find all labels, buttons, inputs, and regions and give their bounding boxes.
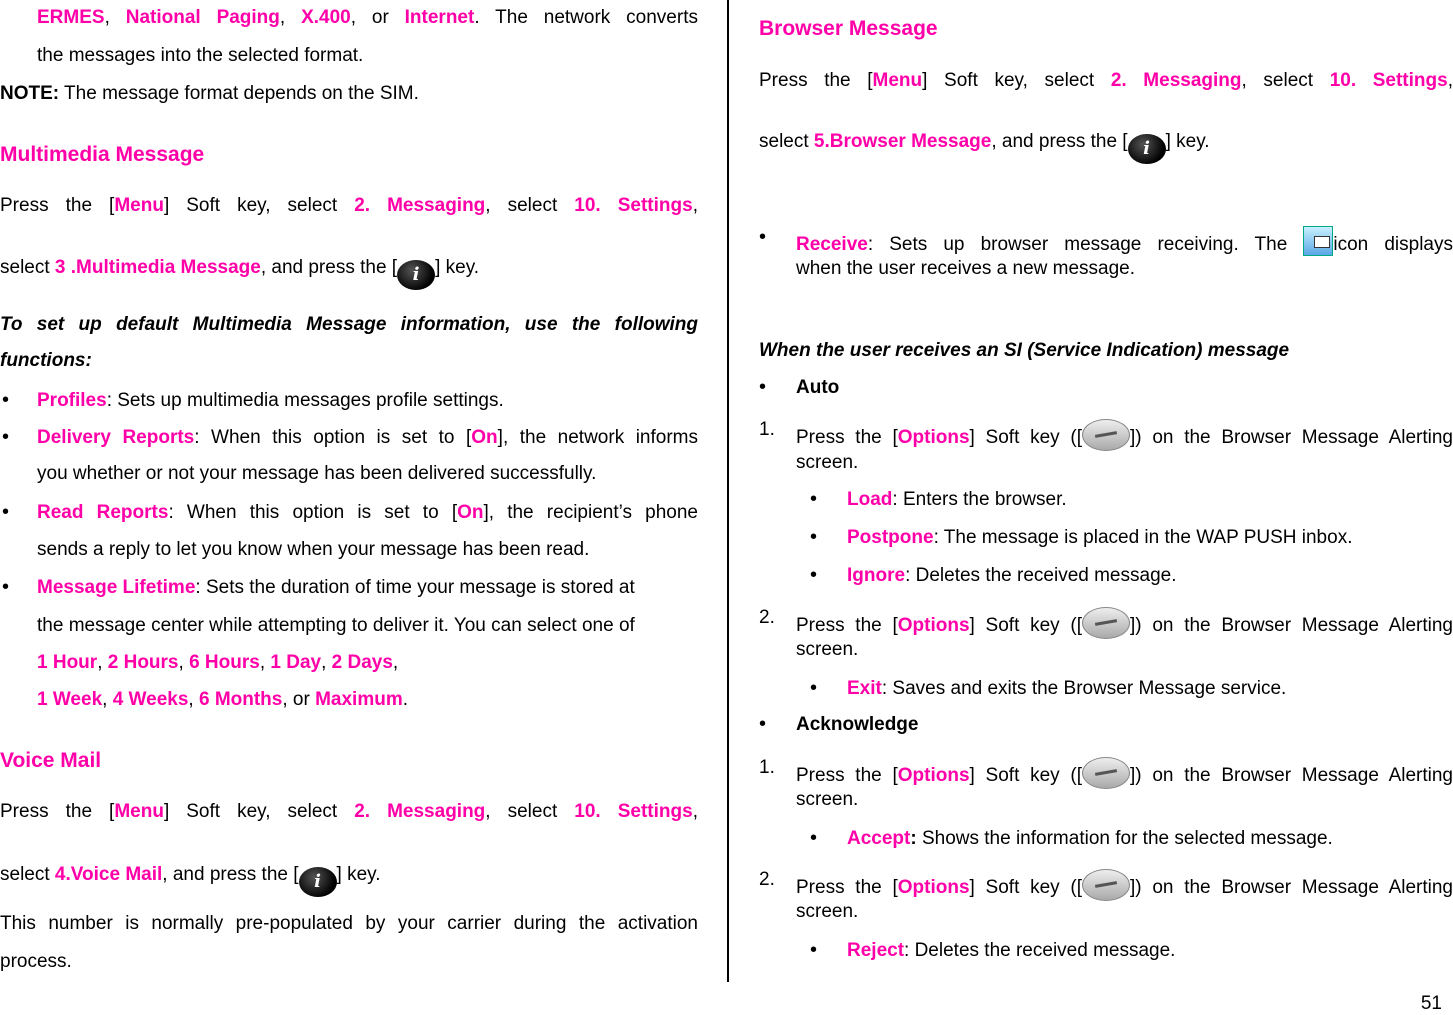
vm-text-1: This number is normally pre-populated by your carrier during the activation — [0, 913, 698, 934]
bm-select-line: select 5.Browser Message, and press the [ i ] key. — [759, 131, 1453, 164]
info-key-icon: i — [397, 260, 435, 290]
lifetime-item: Message Lifetime: Sets the duration of time your message is stored at — [37, 577, 635, 598]
bullet-icon: • — [810, 827, 818, 849]
multimedia-heading: Multimedia Message — [0, 143, 205, 166]
delivery-item: Delivery Reports: When this option is set to [On], the network informs — [37, 427, 698, 448]
step-screen: screen. — [796, 789, 859, 810]
step-line: Press the [Options] Soft key ([ ]) on the Browser Message Alerting — [796, 757, 1453, 789]
info-key-icon: i — [299, 867, 337, 897]
info-key-icon: i — [1128, 134, 1166, 164]
step-number: 1. — [759, 419, 775, 440]
step-number: 2. — [759, 607, 775, 628]
options-softkey-icon — [1082, 757, 1130, 789]
bullet-icon: • — [2, 389, 10, 411]
load-item: Load: Enters the browser. — [847, 489, 1067, 510]
vm-press-line: Press the [Menu] Soft key, select 2. Messaging, select 10. Settings, — [0, 801, 698, 822]
bullet-icon: • — [759, 376, 767, 398]
reject-item: Reject: Deletes the received message. — [847, 940, 1176, 961]
si-heading: When the user receives an SI (Service Indication) message — [759, 340, 1290, 361]
mm-press-line: Press the [Menu] Soft key, select 2. Messaging, select 10. Settings, — [0, 195, 698, 216]
ignore-item: Ignore: Deletes the received message. — [847, 565, 1177, 586]
bullet-icon: • — [759, 713, 767, 735]
bullet-icon: • — [810, 564, 818, 586]
bullet-icon: • — [2, 426, 10, 448]
durations-line-1: 1 Hour, 2 Hours, 6 Hours, 1 Day, 2 Days, — [37, 652, 399, 673]
browser-message-heading: Browser Message — [759, 17, 938, 40]
column-divider — [727, 0, 729, 982]
durations-line-2: 1 Week, 4 Weeks, 6 Months, or Maximum. — [37, 689, 409, 710]
bullet-icon: • — [759, 226, 767, 248]
intro-line-1: ERMES, National Paging, X.400, or Internet. The network converts — [37, 7, 698, 28]
acknowledge-label: Acknowledge — [796, 714, 919, 735]
read-item-2: sends a reply to let you know when your message has been read. — [37, 539, 590, 560]
mm-functions-intro: To set up default Multimedia Message information, use the following — [0, 314, 698, 335]
delivery-item-2: you whether or not your message has been delivered successfully. — [37, 463, 597, 484]
lifetime-item-2: the message center while attempting to deliver it. You can select one of — [37, 615, 635, 636]
note: NOTE: The message format depends on the SIM. — [0, 83, 419, 104]
accept-item: Accept: Shows the information for the selected message. — [847, 828, 1333, 849]
step-line: Press the [Options] Soft key ([ ]) on the Browser Message Alerting — [796, 419, 1453, 451]
bullet-icon: • — [810, 526, 818, 548]
read-item: Read Reports: When this option is set to [On], the recipient’s phone — [37, 502, 699, 523]
profiles-item: Profiles: Sets up multimedia messages profile settings. — [37, 390, 504, 411]
exit-item: Exit: Saves and exits the Browser Message service. — [847, 678, 1287, 699]
intro-line-2: the messages into the selected format. — [37, 45, 364, 66]
auto-label: Auto — [796, 377, 840, 398]
options-softkey-icon — [1082, 419, 1130, 451]
options-softkey-icon — [1082, 869, 1130, 901]
step-screen: screen. — [796, 452, 859, 473]
step-screen: screen. — [796, 639, 859, 660]
voice-mail-heading: Voice Mail — [0, 749, 102, 772]
postpone-item: Postpone: The message is placed in the WAP PUSH inbox. — [847, 527, 1353, 548]
bm-press-line: Press the [Menu] Soft key, select 2. Messaging, select 10. Settings, — [759, 70, 1453, 91]
message-received-icon — [1303, 226, 1333, 256]
vm-text-2: process. — [0, 951, 72, 972]
bullet-icon: • — [2, 576, 10, 598]
bullet-icon: • — [810, 677, 818, 699]
step-line: Press the [Options] Soft key ([ ]) on the Browser Message Alerting — [796, 607, 1453, 639]
bullet-icon: • — [810, 488, 818, 510]
step-screen: screen. — [796, 901, 859, 922]
options-softkey-icon — [1082, 607, 1130, 639]
step-line: Press the [Options] Soft key ([ ]) on the Browser Message Alerting — [796, 869, 1453, 901]
step-number: 1. — [759, 757, 775, 778]
receive-item-2: when the user receives a new message. — [796, 258, 1136, 279]
mm-functions-intro-2: functions: — [0, 350, 92, 371]
bullet-icon: • — [2, 501, 10, 523]
page-number: 51 — [1420, 993, 1442, 1014]
mm-select-line: select 3 .Multimedia Message, and press the [ i ] key. — [0, 257, 698, 290]
vm-select-line: select 4.Voice Mail, and press the [ i ] key. — [0, 864, 698, 897]
receive-item: Receive: Sets up browser message receiving. The icon displays — [796, 226, 1453, 257]
step-number: 2. — [759, 869, 775, 890]
bullet-icon: • — [810, 939, 818, 961]
